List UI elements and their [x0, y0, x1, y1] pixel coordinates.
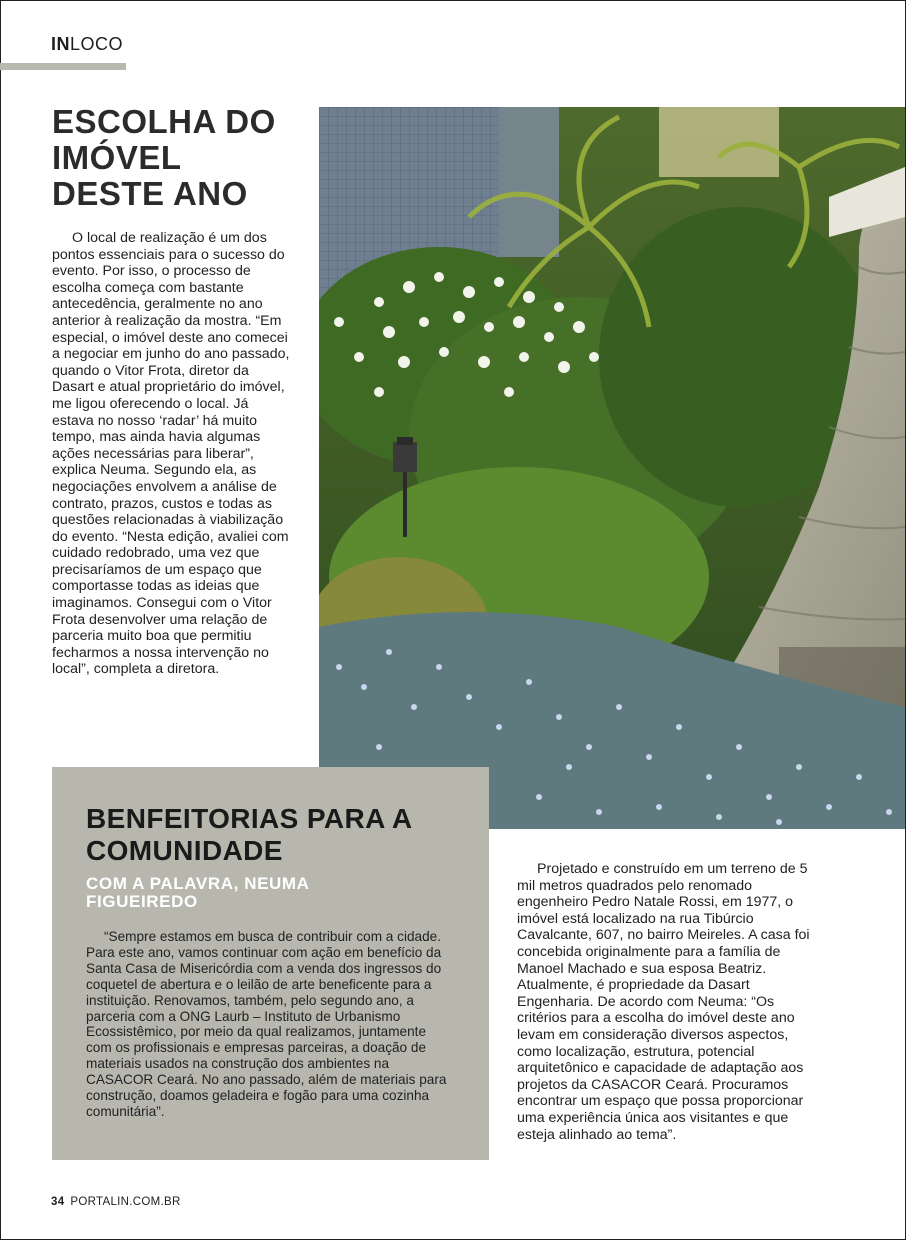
- section-tag-bar: [0, 63, 126, 70]
- sidebar-box-quote: “Sempre estamos em busca de contribuir com a cidade. Para este ano, vamos continuar com ação em benefício da Santa Casa de Misericórdia com a venda dos ingressos do coquetel de abertura e o leilão de arte beneficente para a instituição. Renovamos, também, pelo segundo ano, a parceria com a ONG Laurb – Instituto de Urbanismo Ecossistêmico, por meio da qual realizamos, juntamente com os profissionais e empresas parceiras, a doação de materiais usados na construção dos ambientes na CASACOR Ceará. No ano passado, além de materiais para construção, doamos geladeira e fogão para uma cozinha comunitária”.: [86, 929, 447, 1119]
- site-url: PORTALIN.COM.BR: [70, 1196, 181, 1208]
- article-title: ESCOLHA DO IMÓVEL DESTE ANO: [52, 103, 276, 212]
- article-intro-text: O local de realização é um dos pontos essenciais para o sucesso do evento. Por isso, o processo de escolha começa com bastante antecedência, geralmente no ano anterior à realização da mostra. “Em especial, o imóvel deste ano comecei a negociar em junho do ano passado, quando o Vitor Frota, diretor da Dasart e atual proprietário do imóvel, me ligou oferecendo o local. Já estava no nosso ‘radar’ há muito tempo, mas ainda havia algumas ações necessárias para liberar”, explica Neuma. Segundo ela, as negociações envolvem a análise de contrato, prazos, custos e todas as questões relacionadas à viabilização do evento. “Nesta edição, avaliei com cuidado redobrado, uma vez que precisaríamos de um espaço que comportasse todas as ideias que imaginamos. Consegui com o Vitor Frota desenvolver uma relação de parceria muito boa que permitiu fecharmos a nossa intervenção no local”, completa a diretora.: [52, 230, 290, 678]
- sidebar-box-title: BENFEITORIAS PARA A COMUNIDADE: [86, 803, 412, 866]
- garden-photo: [319, 107, 905, 829]
- sidebar-box-subtitle: COM A PALAVRA, NEUMA FIGUEIREDO: [86, 874, 309, 911]
- article-right-column-text: Projetado e construído em um terreno de 5 mil metros quadrados pelo renomado engenheiro Pedro Natale Rossi, em 1977, o imóvel está localizado na rua Tibúrcio Cavalcante, 607, no bairro Meireles. A casa foi concebida originalmente para a família de Manoel Machado e sua esposa Beatriz. Atualmente, é propriedade da Dasart Engenharia. De acordo com Neuma: “Os critérios para a escolha do imóvel deste ano levam em consideração diversos aspectos, como localização, estrutura, potencial arquitetônico e capacidade de adaptação aos projetos da CASACOR Ceará. Procuramos encontrar um espaço que possa proporcionar uma experiência única aos visitantes e que esteja alinhado ao tema”.: [517, 861, 810, 1143]
- page-footer: [51, 1196, 181, 1208]
- section-tag-bold: IN: [51, 34, 70, 54]
- section-tag-light: LOCO: [70, 34, 124, 54]
- page-number: 34: [51, 1196, 65, 1208]
- section-tag: [51, 34, 123, 55]
